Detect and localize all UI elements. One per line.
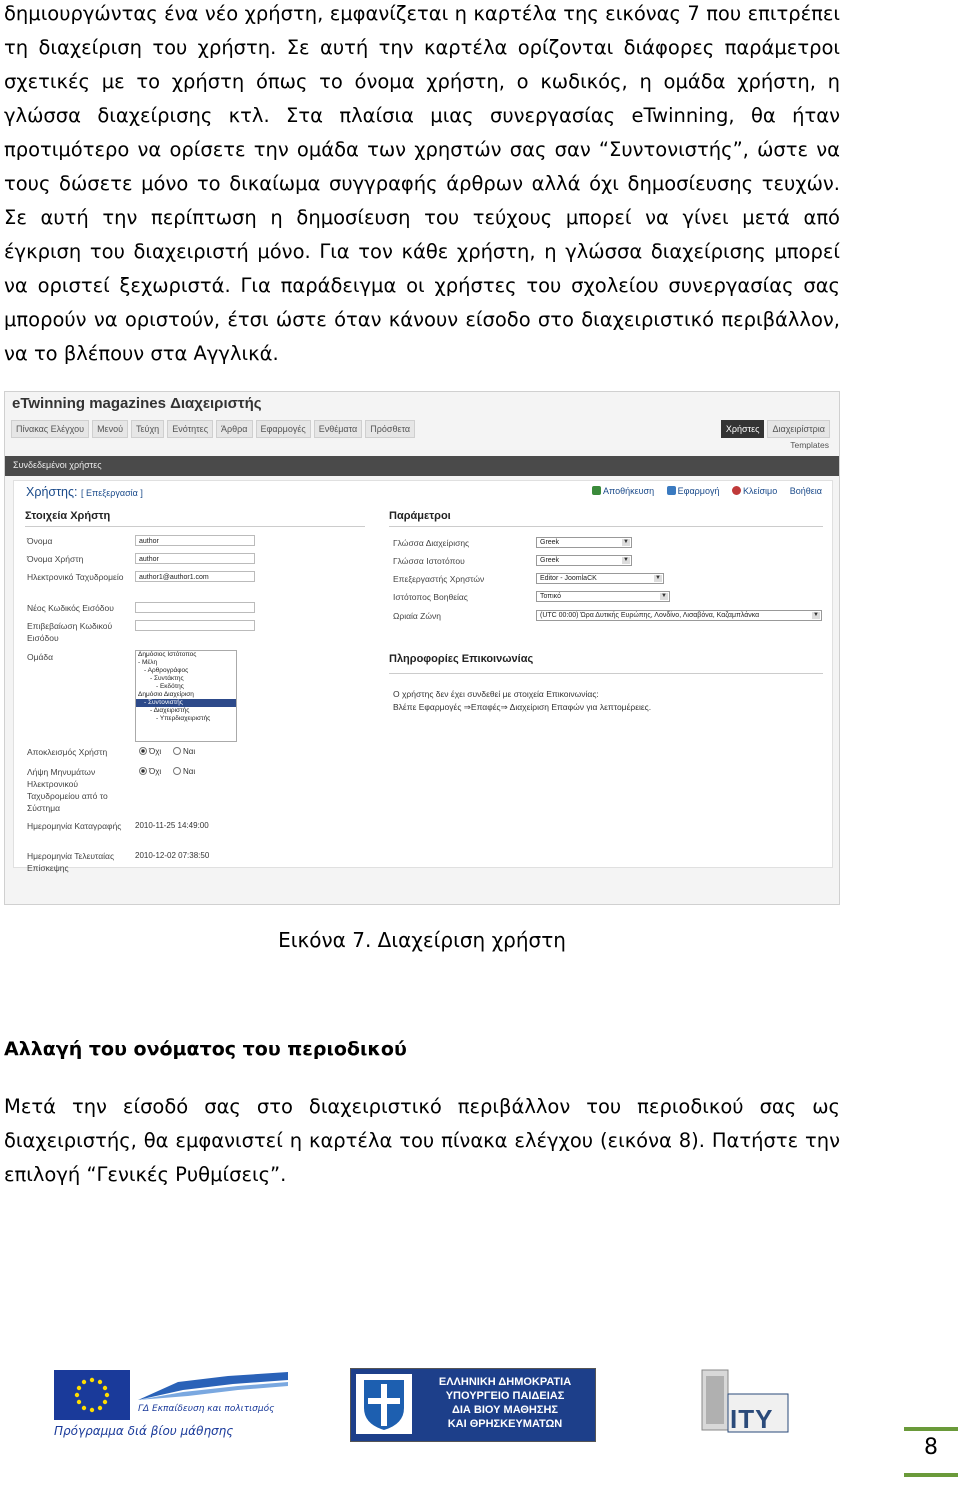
radio-icon (173, 767, 181, 775)
llp-caption: Πρόγραμμα διά βίου μάθησης (54, 1424, 234, 1438)
text-line: επιλογή “Γενικές Ρυθμίσεις”. (4, 1163, 287, 1186)
radio-label: Όχι (149, 747, 162, 756)
editor-select[interactable] (536, 573, 664, 584)
ministry-line: ΔΙΑ ΒΙΟΥ ΜΑΘΗΣΗΣ (451, 1404, 559, 1416)
last-visit-value: 2010-12-02 07:38:50 (135, 851, 210, 860)
text-line: δημιουργώντας ένα νέο χρήστη, εμφανίζεται η καρτέλα της εικόνας 7 που επιτρέπει (4, 2, 840, 25)
section-heading: Αλλαγή του ονόματος του περιοδικού (4, 1038, 407, 1060)
email-label: Ηλεκτρονικό Ταχυδρομείο (27, 572, 124, 582)
greek-emblem-icon (356, 1374, 412, 1434)
divider (25, 526, 365, 527)
group-option[interactable]: - Αρθρογράφος (144, 667, 189, 674)
green-bar (904, 1427, 958, 1431)
menu-item-users[interactable]: Χρήστες (721, 420, 765, 438)
menu-item-components[interactable]: Εφαρμογές (256, 420, 311, 438)
parameters-title: Παράμετροι (389, 510, 451, 522)
select-value: Greek (540, 557, 560, 564)
eu-flag-logo (54, 1370, 130, 1420)
contact-text-1: Ο χρήστης δεν έχει συνδεθεί με στοιχεία Επικοινωνίας: (393, 689, 599, 699)
name-input[interactable]: author (135, 535, 255, 546)
ministry-line: ΚΑΙ ΘΡΗΣΚΕΥΜΑΤΩΝ (447, 1418, 563, 1430)
text-line: έγκριση του διαχειριστή μόνο. Για τον κάθε χρήστη, η γλώσσα διαχείρισης μπορεί (4, 240, 840, 263)
text-line: γλώσσα διαχείρισης κτλ. Στα πλαίσια μιας συνεργασίας eTwinning, θα ήταν (4, 104, 840, 127)
main-menu (11, 419, 418, 437)
last-visit-label: Ημερομηνία Τελευταίας Επίσκεψης (27, 851, 115, 873)
text-line: τους δώσετε μόνο το δικαίωμα συγγραφής άρθρων αλλά όχι δημοσίευσης τευχών. (4, 172, 840, 195)
group-option[interactable]: - Εκδότης (156, 683, 184, 690)
group-option[interactable]: - Διαχειριστής (150, 707, 190, 714)
email-no-radio[interactable] (139, 767, 161, 776)
timezone-select[interactable] (536, 610, 822, 621)
page-subtitle: [ Επεξεργασία ] (81, 488, 143, 498)
editor-label: Επεξεργαστής Χρηστών (393, 574, 485, 584)
admin-language-select[interactable] (536, 537, 632, 548)
save-button[interactable] (592, 486, 654, 496)
chevron-down-icon: ▼ (661, 593, 667, 599)
help-label: Βοήθεια (789, 486, 822, 496)
right-menu (721, 419, 833, 438)
help-site-label: Ιστότοπος Βοηθείας (393, 592, 468, 602)
confirm-password-label: Επιβεβαίωση Κωδικού Εισόδου (27, 621, 113, 643)
menu-item-modules[interactable]: Ενθέματα (314, 420, 363, 438)
page-number: 8 (924, 1435, 938, 1460)
ministry-line: ΕΛΛΗΝΙΚΗ ΔΗΜΟΚΡΑΤΙΑ (438, 1376, 572, 1388)
divider (389, 526, 823, 527)
ity-logo-text: ITY (730, 1404, 774, 1434)
app-title: eTwinning magazines Διαχειριστής (12, 395, 262, 412)
ministry-line: ΥΠΟΥΡΓΕΙΟ ΠΑΙΔΕΙΑΣ (445, 1390, 565, 1402)
block-user-label: Αποκλεισμός Χρήστη (27, 747, 108, 757)
close-label: Κλείσιμο (742, 486, 778, 496)
figure-caption: Εικόνα 7. Διαχείριση χρήστη (278, 928, 566, 952)
body-paragraph-1 (4, 0, 840, 371)
menu-item-articles[interactable]: Άρθρα (216, 420, 252, 438)
username-label: Όνομα Χρήστη (27, 554, 84, 564)
chevron-down-icon: ▼ (623, 557, 629, 563)
select-value: Editor - JoomlaCK (540, 575, 597, 582)
menu-item-admin[interactable]: Διαχειρίστρια (767, 420, 830, 438)
text-line: Σε αυτή την περίπτωση η δημοσίευση του τεύχους μπορεί να γίνει μετά από (4, 206, 840, 229)
email-yes-radio[interactable] (173, 767, 195, 776)
group-select[interactable] (135, 650, 237, 742)
text-line: Μετά την είσοδό σας στο διαχειριστικό περιβάλλον του περιοδικού σας ως (4, 1095, 840, 1118)
menu-item-menus[interactable]: Μενού (92, 420, 128, 438)
save-label: Αποθήκευση (602, 486, 655, 496)
llp-label: ΓΔ Εκπαίδευση και πολιτισμός (138, 1404, 275, 1414)
select-value: Greek (540, 539, 560, 546)
help-button[interactable] (790, 486, 822, 496)
group-label: Ομάδα (27, 652, 54, 662)
close-icon (732, 486, 741, 495)
group-option-selected[interactable]: - Συντονιστής (136, 699, 236, 707)
group-option[interactable]: - Μέλη (138, 659, 158, 666)
site-language-select[interactable] (536, 555, 632, 566)
contact-text-2: Βλέπε Εφαρμογές ⇒Επαφές⇒ Διαχείριση Επαφών για λεπτομέρειες. (393, 702, 652, 712)
register-date-value: 2010-11-25 14:49:00 (135, 821, 209, 830)
name-label: Όνομα (27, 536, 53, 546)
logged-users-link[interactable]: Συνδεδεμένοι χρήστες (13, 460, 102, 470)
text-line: διαχειριστής, θα εμφανιστεί η καρτέλα του πίνακα ελέγχου (εικόνα 8). Πατήστε την (4, 1129, 840, 1152)
system-email-label: Λήψη Μηνυμάτων Ηλεκτρονικού Ταχυδρομείου από το Σύστημα (27, 767, 108, 813)
llp-logo (138, 1372, 288, 1402)
ministry-text (417, 1375, 593, 1431)
ministry-logo (350, 1368, 596, 1442)
menu-item-issues[interactable]: Τεύχη (131, 420, 164, 438)
radio-label: Όχι (149, 767, 162, 776)
templates-link[interactable]: Templates (790, 440, 829, 450)
close-button[interactable] (732, 486, 777, 496)
apply-button[interactable] (667, 486, 720, 496)
help-site-select[interactable] (536, 591, 670, 602)
user-admin-screenshot (4, 391, 840, 905)
page-number-box (904, 1427, 958, 1477)
eu-stars-icon (54, 1370, 130, 1420)
logged-users-bar (5, 456, 840, 476)
radio-label: Ναι (183, 747, 196, 756)
radio-icon (173, 747, 181, 755)
page-title (26, 485, 143, 499)
chevron-down-icon: ▼ (655, 575, 661, 581)
save-icon (592, 486, 601, 495)
block-yes-radio[interactable] (173, 747, 195, 756)
new-password-input[interactable] (135, 602, 255, 613)
chevron-down-icon: ▼ (813, 612, 819, 618)
site-language-label: Γλώσσα Ιστοτόπου (393, 556, 465, 566)
radio-icon (139, 767, 147, 775)
text-line: μπορούν να οριστούν, έτσι ώστε όταν κάνουν είσοδο στο διαχειριστικό περιβάλλον, (4, 308, 840, 331)
text-line: να το βλέπουν στα Αγγλικά. (4, 342, 279, 365)
green-bar (904, 1473, 958, 1477)
text-line: να οριστεί ξεχωριστά. Για παράδειγμα οι χρήστες του σχολείου συνεργασίας σας (4, 274, 840, 297)
toolbar (582, 486, 822, 496)
new-password-label: Νέος Κωδικός Εισόδου (27, 603, 114, 613)
chevron-down-icon: ▼ (623, 539, 629, 545)
register-date-label: Ημερομηνία Καταγραφής (27, 821, 122, 831)
user-details-title: Στοιχεία Χρήστη (25, 510, 111, 522)
text-line: προτιμότερο να ορίσετε την ομάδα των χρηστών σας σαν “Συντονιστής”, ώστε να (4, 138, 840, 161)
menu-item-plugins[interactable]: Πρόσθετα (365, 420, 415, 438)
apply-label: Εφαρμογή (677, 486, 720, 496)
llp-swoosh-icon (138, 1372, 288, 1402)
radio-icon (139, 747, 147, 755)
menu-item-control-panel[interactable]: Πίνακας Ελέγχου (11, 420, 89, 438)
page-title-text: Χρήστης: (26, 485, 78, 499)
radio-label: Ναι (183, 767, 196, 776)
select-value: Τοπικό (540, 593, 561, 600)
email-input[interactable]: author1@author1.com (135, 571, 255, 582)
apply-icon (667, 486, 676, 495)
menu-item-sections[interactable]: Ενότητες (167, 420, 213, 438)
divider (389, 673, 823, 674)
contact-info-title: Πληροφορίες Επικοινωνίας (389, 653, 534, 665)
group-option[interactable]: Δημόσιο Διαχείριση (138, 691, 194, 698)
username-input[interactable]: author (135, 553, 255, 564)
group-option[interactable]: - Υπερδιαχειριστής (156, 715, 211, 722)
confirm-password-input[interactable] (135, 620, 255, 631)
text-line: τη διαχείριση του χρήστη. Σε αυτή την καρτέλα ορίζονται διάφορες παράμετροι (4, 36, 840, 59)
admin-language-label: Γλώσσα Διαχείρισης (393, 538, 470, 548)
select-value: (UTC 00:00) Ώρα Δυτικής Ευρώπης, Λονδίνο, Λισαβόνα, Καζαμπλάνκα (540, 612, 760, 619)
group-option[interactable]: Δημόσιος Ιστότοπος (138, 651, 197, 658)
body-paragraph-2 (4, 1090, 840, 1192)
text-line: σχετικές με το χρήστη όπως το όνομα χρήστη, ο κωδικός, η ομάδα χρήστη, η (4, 70, 840, 93)
group-option[interactable]: - Συντάκτης (150, 675, 184, 682)
timezone-label: Ωριαία Ζώνη (393, 611, 441, 621)
block-no-radio[interactable] (139, 747, 161, 756)
